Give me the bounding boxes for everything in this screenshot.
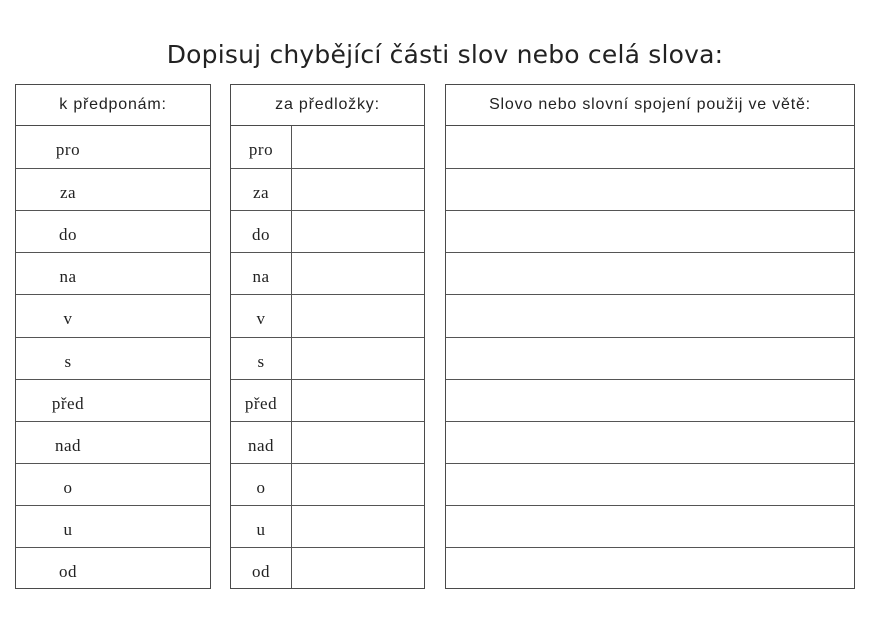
- preposition-row[interactable]: [231, 337, 424, 380]
- preposition-row[interactable]: [231, 421, 424, 464]
- prefix-word: o: [63, 477, 73, 497]
- prefix-row[interactable]: [16, 126, 210, 168]
- preposition-column-header: za předložky:: [231, 85, 424, 126]
- preposition-row[interactable]: [231, 168, 424, 211]
- sentence-row[interactable]: [446, 210, 854, 253]
- preposition-column: [230, 84, 425, 589]
- preposition-word: na: [252, 267, 270, 287]
- preposition-word: pro: [248, 140, 274, 160]
- prefix-row[interactable]: [16, 379, 210, 422]
- sentence-row[interactable]: [446, 294, 854, 337]
- sentence-row[interactable]: [446, 421, 854, 464]
- sentence-row[interactable]: [446, 463, 854, 506]
- preposition-row[interactable]: [231, 505, 424, 548]
- sentence-row[interactable]: [446, 379, 854, 422]
- prefix-word: před: [51, 393, 85, 413]
- preposition-row[interactable]: [231, 252, 424, 295]
- prefix-word: od: [59, 562, 77, 582]
- preposition-word: za: [252, 183, 270, 203]
- preposition-row[interactable]: [231, 547, 424, 590]
- preposition-row[interactable]: [231, 463, 424, 506]
- prefix-word: pro: [55, 140, 81, 160]
- prefix-column: [15, 84, 211, 589]
- prefix-word: za: [59, 183, 77, 203]
- prefix-row[interactable]: [16, 294, 210, 337]
- worksheet-title: Dopisuj chybějící části slov nebo celá slova:: [166, 40, 724, 69]
- prefix-row[interactable]: [16, 252, 210, 295]
- sentence-row[interactable]: [446, 505, 854, 548]
- prefix-column-header: k předponám:: [16, 85, 210, 126]
- preposition-word: s: [257, 351, 265, 371]
- sentence-row[interactable]: [446, 547, 854, 590]
- prefix-word: do: [59, 225, 77, 245]
- preposition-word: od: [252, 562, 270, 582]
- sentence-column-header: Slovo nebo slovní spojení použij ve větě:: [446, 85, 854, 126]
- prefix-row[interactable]: [16, 547, 210, 590]
- sentence-column: [445, 84, 855, 589]
- prefix-row[interactable]: [16, 463, 210, 506]
- preposition-word: v: [256, 309, 266, 329]
- prefix-row[interactable]: [16, 337, 210, 380]
- preposition-word: před: [244, 393, 278, 413]
- prefix-word: nad: [54, 435, 82, 455]
- preposition-word: o: [256, 477, 266, 497]
- sentence-row[interactable]: [446, 252, 854, 295]
- preposition-row[interactable]: [231, 126, 424, 168]
- prefix-word: na: [59, 267, 77, 287]
- prefix-row[interactable]: [16, 168, 210, 211]
- preposition-word: do: [252, 225, 270, 245]
- preposition-word: nad: [247, 435, 275, 455]
- preposition-row[interactable]: [231, 210, 424, 253]
- prefix-word: v: [63, 309, 73, 329]
- sentence-row[interactable]: [446, 126, 854, 168]
- preposition-word: u: [256, 519, 266, 539]
- prefix-row[interactable]: [16, 210, 210, 253]
- sentence-row[interactable]: [446, 168, 854, 211]
- preposition-row[interactable]: [231, 379, 424, 422]
- preposition-row[interactable]: [231, 294, 424, 337]
- prefix-word: s: [64, 351, 72, 371]
- prefix-row[interactable]: [16, 421, 210, 464]
- sentence-row[interactable]: [446, 337, 854, 380]
- prefix-word: u: [63, 519, 73, 539]
- prefix-row[interactable]: [16, 505, 210, 548]
